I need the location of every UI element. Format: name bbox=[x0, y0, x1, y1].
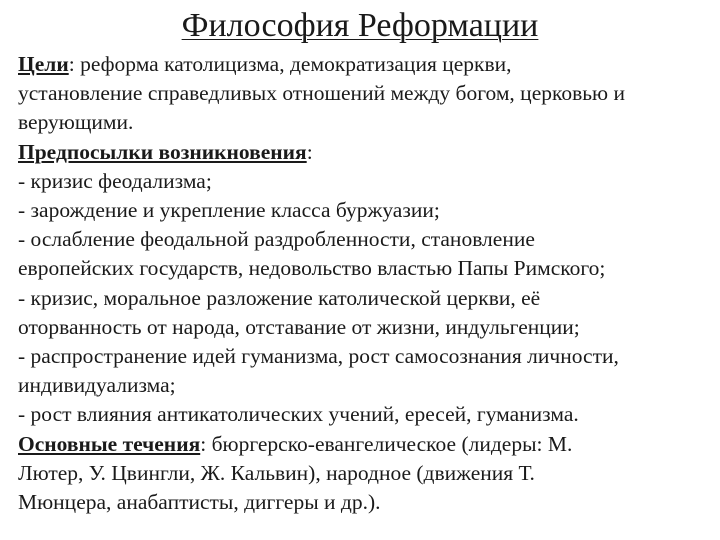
currents-line-2: Лютер, У. Цвингли, Ж. Кальвин), народное (движения Т. bbox=[18, 460, 535, 485]
currents-text-1: : бюргерско-евангелическое (лидеры: М. bbox=[200, 431, 573, 456]
currents-line-3: Мюнцера, анабаптисты, диггеры и др.). bbox=[18, 490, 381, 515]
prerequisite-item: - рост влияния антикатолических учений, ересей, гуманизма. bbox=[18, 402, 579, 427]
prerequisites-heading-line bbox=[18, 138, 718, 167]
prerequisite-item: европейских государств, недовольство властью Папы Римского; bbox=[18, 256, 606, 281]
prerequisite-item: оторванность от народа, отставание от жизни, индульгенции; bbox=[18, 314, 580, 339]
prerequisite-item: индивидуализма; bbox=[18, 373, 176, 398]
goals-text-1: : реформа католицизма, демократизация церкви, bbox=[68, 52, 512, 76]
prerequisite-item: - ослабление феодальной раздробленности, становление bbox=[18, 227, 535, 252]
goals-line-1 bbox=[18, 50, 718, 79]
goals-line-3: верующими. bbox=[18, 110, 134, 135]
prerequisite-item: - распространение идей гуманизма, рост самосознания личности, bbox=[18, 344, 619, 369]
currents-line-1 bbox=[18, 430, 718, 459]
prerequisite-item: - кризис феодализма; bbox=[18, 168, 212, 193]
prerequisites-colon: : bbox=[306, 139, 313, 164]
currents-heading: Основные течения bbox=[18, 431, 201, 456]
prerequisite-item: - кризис, моральное разложение католической церкви, её bbox=[18, 285, 541, 310]
slide-body bbox=[18, 50, 718, 517]
goals-line-2: установление справедливых отношений между богом, церковью и bbox=[18, 81, 625, 106]
slide-title: Философия Реформации bbox=[181, 7, 539, 44]
prerequisite-item: - зарождение и укрепление класса буржуазии; bbox=[18, 198, 440, 223]
goals-heading: Цели bbox=[18, 52, 69, 76]
prerequisites-heading: Предпосылки возникновения bbox=[18, 139, 307, 164]
